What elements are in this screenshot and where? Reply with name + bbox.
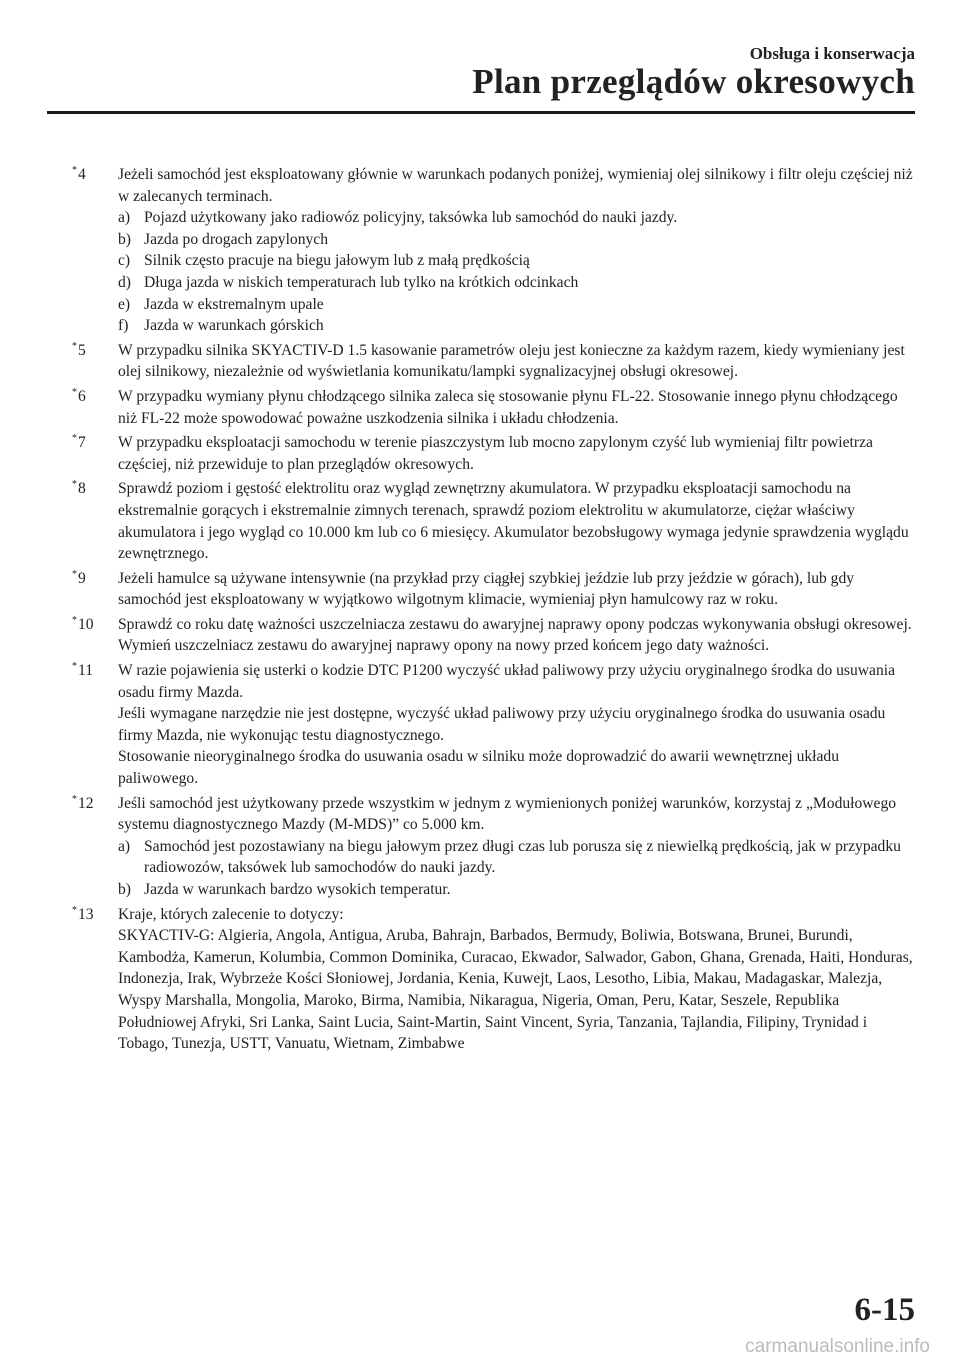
footnote-4: [72, 164, 917, 337]
footnote-number-value: 7: [78, 434, 86, 452]
footnote-number: [72, 793, 94, 817]
sub-item: [118, 836, 917, 879]
footnote-9: [72, 568, 917, 611]
footnote-12: [72, 793, 917, 901]
footnote-number: [72, 340, 86, 364]
footnote-number-value: 12: [78, 794, 94, 812]
sub-item-letter: a): [118, 209, 131, 227]
sub-item-letter: b): [118, 230, 131, 248]
footnote-number: [72, 432, 86, 456]
footnote-number: [72, 478, 86, 502]
footnote-number-value: 10: [78, 615, 94, 633]
sub-item-text: Jazda w warunkach bardzo wysokich temperatur.: [144, 881, 451, 898]
footnote-text: Jeżeli hamulce są używane intensywnie (na przykład przy ciągłej szybkiej jeździe lub przy jeździe w górach), lub gdy samochód jest eksploatowany w wyjątkowo wilgotnym klimacie, wymieniaj płyn hamulcowy raz w roku.: [118, 569, 855, 609]
footnote-text: Jeśli samochód jest użytkowany przede wszystkim w jednym z wymienionych poniżej warunków, korzystaj z „Modułowego systemu diagnostycznego Mazdy (M-MDS)” co 5.000 km.: [118, 794, 897, 834]
footnote-number: [72, 568, 86, 592]
sub-item-text: Długa jazda w niskich temperaturach lub tylko na krótkich odcinkach: [144, 273, 579, 291]
asterisk-mark: *: [72, 904, 77, 916]
footnote-number-value: 4: [78, 166, 86, 183]
footnote-number-value: 9: [78, 569, 86, 587]
footnote-text: W przypadku eksploatacji samochodu w terenie piaszczystym lub mocno zapylonym czyść lub wymieniaj filtr powietrza częściej, niż przewiduje to plan przeglądów okresowych.: [118, 434, 873, 473]
asterisk-mark: *: [72, 386, 77, 398]
sub-item: [118, 294, 917, 316]
footnote-8: [72, 478, 917, 564]
sub-item: [118, 250, 917, 272]
footnote-6: [72, 386, 917, 429]
sub-item-letter: c): [118, 252, 131, 270]
asterisk-mark: *: [72, 661, 77, 673]
page-title: Plan przeglądów okresowych: [472, 62, 915, 101]
footnote-number: [72, 660, 93, 684]
sub-item-text: Samochód jest pozostawiany na biegu jałowym przez długi czas lub porusza się z niewielką prędkością, jak w przypadku radiowozów, taksówek lub samochodów do nauki jazdy.: [144, 837, 901, 877]
sub-item-letter: a): [118, 837, 131, 855]
footnote-text: Jeśli wymagane narzędzie nie jest dostępne, wyczyść układ paliwowy przy użyciu oryginalnego środka do usuwania osadu firmy Mazda, nie wykonując testu diagnostycznego.: [118, 705, 886, 744]
footnote-13: [72, 904, 917, 1055]
sub-item: [118, 879, 917, 901]
sub-item-text: Jazda po drogach zapylonych: [144, 230, 329, 248]
footnote-number: [72, 386, 86, 410]
footnote-text: Kraje, których zalecenie to dotyczy:: [118, 905, 344, 923]
footnote-number: [72, 614, 94, 638]
footnote-number-value: 8: [78, 480, 86, 498]
footnote-text: W przypadku silnika SKYACTIV-D 1.5 kasowanie parametrów oleju jest konieczne za każdym razem, kiedy wymieniany jest olej silnikowy, niezależnie od wyświetlania komunikatu/lampki sygnalizacyjnej obsługi okresowej.: [118, 341, 905, 381]
sub-item: [118, 207, 917, 229]
footnote-text: SKYACTIV-G: Algieria, Angola, Antigua, Aruba, Bahrajn, Barbados, Bermudy, Boliwia, Botswana, Brunei, Burundi, Kambodża, Kamerun, Kolumbia, Common Dominika, Curacao, Ekwador, Salwador, Gabon, Ghana, Grenada, Haiti, Honduras, Indonezja, Irak, Wybrzeże Kości Słoniowej, Jordania, Kenia, Kuwejt, Laos, Lesotho, Libia, Makau, Madagaskar, Malezja, Wyspy Marshalla, Mongolia, Maroko, Birma, Namibia, Nikaragua, Nigeria, Oman, Peru, Katar, Seszele, Republika Południowej Afryki, Sri Lanka, Saint Lucia, Saint-Martin, Saint Vincent, Syria, Tanzania, Tajlandia, Filipiny, Trynidad i Tobago, Tunezja, USTT, Vanuatu, Wietnam, Zimbabwe: [118, 927, 913, 1053]
footnote-text: W przypadku wymiany płynu chłodzącego silnika zaleca się stosowanie płynu FL-22. Stosowanie innego płynu chłodzącego niż FL-22 może spowodować poważne uszkodzenia silnika i układu chłodzenia.: [118, 387, 898, 427]
footnote-number-value: 13: [78, 905, 94, 923]
sub-item-letter: e): [118, 295, 131, 313]
sub-item-text: Jazda w ekstremalnym upale: [144, 295, 324, 313]
footnote-text: Jeżeli samochód jest eksploatowany głównie w warunkach podanych poniżej, wymieniaj olej silnikowy i filtr oleju częściej niż w zalecanych terminach.: [118, 166, 913, 205]
sub-item-letter: f): [118, 317, 129, 335]
watermark: carmanualsonline.info: [745, 1336, 930, 1357]
footnote-7: [72, 432, 917, 475]
sub-item: [118, 229, 917, 251]
footnote-number: [72, 164, 86, 188]
sub-item-text: Pojazd użytkowany jako radiowóz policyjny, taksówka lub samochód do nauki jazdy.: [144, 209, 678, 227]
sub-item: [118, 272, 917, 294]
footnote-number-value: 6: [78, 387, 86, 405]
footnote-11: [72, 660, 917, 790]
sub-item-letter: b): [118, 881, 131, 898]
sub-item: [118, 315, 917, 337]
sub-item-text: Silnik często pracuje na biegu jałowym lub z małą prędkością: [144, 252, 530, 270]
page-number: 6-15: [854, 1292, 915, 1328]
header-divider: [47, 111, 915, 114]
asterisk-mark: *: [72, 793, 77, 805]
asterisk-mark: *: [72, 165, 77, 176]
footnote-number-value: 11: [78, 662, 94, 680]
footnote-text: Sprawdź co roku datę ważności uszczelniacza zestawu do awaryjnej naprawy opony podczas wykonywania obsługi okresowej. Wymień uszczelniacz zestawu do awaryjnej naprawy opony na nowy przed końcem jego daty ważności.: [118, 615, 912, 655]
section-label: Obsługa i konserwacja: [749, 44, 915, 63]
footnote-10: [72, 614, 917, 657]
footnote-text: Sprawdź poziom i gęstość elektrolitu oraz wygląd zewnętrzny akumulatora. W przypadku eksploatacji samochodu na ekstremalnie gorących i ekstremalnie zimnych terenach, sprawdź poziom elektrolitu w akumulatorze, ciężar właściwy akumulatora i jego wygląd co 10.000 km lub co 6 miesięcy. Akumulator bezobsługowy wymaga jedynie sprawdzenia wyglądu zewnętrznego.: [118, 480, 909, 563]
asterisk-mark: *: [72, 614, 77, 626]
footnote-text: Stosowanie nieoryginalnego środka do usuwania osadu w silniku może doprowadzić do awarii wewnętrznej układu paliwowego.: [118, 748, 840, 788]
sub-item-text: Jazda w warunkach górskich: [144, 317, 324, 335]
footnote-number: [72, 904, 94, 928]
footnote-text: W razie pojawienia się usterki o kodzie DTC P1200 wyczyść układ paliwowy przy użyciu oryginalnego środka do usuwania osadu firmy Mazda.: [118, 662, 896, 701]
asterisk-mark: *: [72, 340, 77, 352]
footnotes-list: [72, 164, 917, 1058]
footnote-number-value: 5: [78, 341, 86, 359]
sub-item-letter: d): [118, 273, 131, 291]
asterisk-mark: *: [72, 433, 77, 445]
footnote-5: [72, 340, 917, 383]
asterisk-mark: *: [72, 479, 77, 491]
asterisk-mark: *: [72, 568, 77, 580]
